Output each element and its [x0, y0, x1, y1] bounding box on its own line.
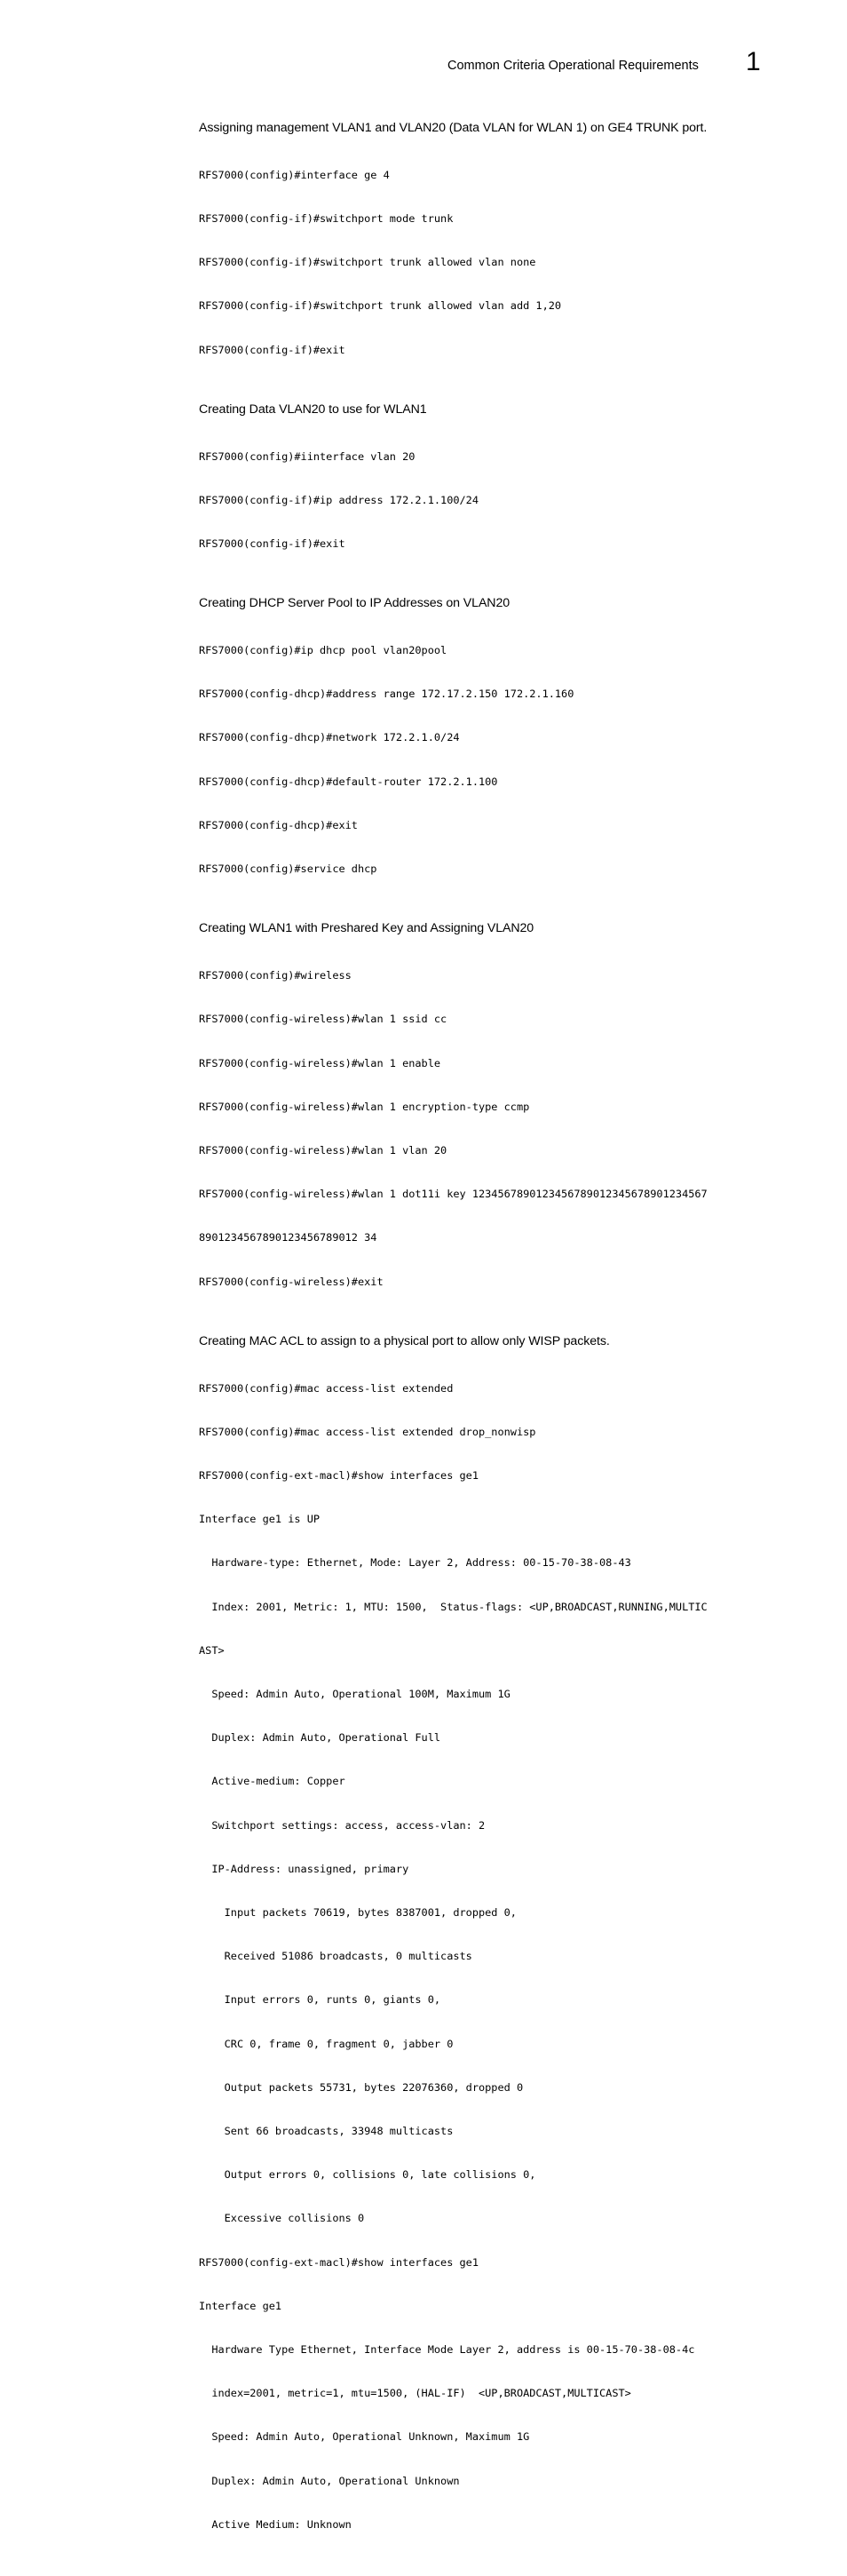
code-line: RFS7000(config-dhcp)#default-router 172.2.1.100 [199, 775, 498, 788]
code-line: Speed: Admin Auto, Operational 100M, Maximum 1G [199, 1687, 511, 1700]
code-line: RFS7000(config)#interface ge 4 [199, 168, 390, 181]
code-line: RFS7000(config-if)#exit [199, 537, 345, 551]
code-line: RFS7000(config-if)#exit [199, 343, 345, 356]
code-line: RFS7000(config)#ip dhcp pool vlan20pool [199, 644, 447, 657]
code-line: Active-medium: Copper [199, 1775, 345, 1788]
code-line: RFS7000(config-dhcp)#address range 172.17.2.150 172.2.1.160 [199, 688, 574, 701]
code-line: Index: 2001, Metric: 1, MTU: 1500, Status-flags: <UP,BROADCAST,RUNNING,MULTIC [199, 1600, 708, 1613]
code-line: Input packets 70619, bytes 8387001, dropped 0, [199, 1905, 517, 1919]
section-wlan [199, 920, 820, 1317]
section-data-vlan [199, 402, 820, 580]
code-line: 8901234567890123456789012 34 [199, 1231, 377, 1244]
code-line: Excessive collisions 0 [199, 2212, 365, 2225]
section-heading: Creating DHCP Server Pool to IP Addresses on VLAN20 [199, 596, 511, 611]
section-mac-acl [199, 1333, 820, 2561]
code-line: Output errors 0, collisions 0, late collisions 0, [199, 2168, 536, 2182]
code-line: RFS7000(config)#wireless [199, 969, 352, 982]
code-line: Hardware Type Ethernet, Interface Mode Layer 2, address is 00-15-70-38-08-4c [199, 2343, 695, 2356]
code-line: RFS7000(config-if)#switchport trunk allowed vlan add 1,20 [199, 299, 562, 313]
code-line: Interface ge1 [199, 2299, 282, 2312]
code-line: Switchport settings: access, access-vlan: 2 [199, 1818, 486, 1832]
code-line: RFS7000(config-wireless)#wlan 1 ssid cc [199, 1013, 447, 1026]
code-line: RFS7000(config-wireless)#wlan 1 encryption-type ccmp [199, 1100, 530, 1113]
section-heading: Creating MAC ACL to assign to a physical port to allow only WISP packets. [199, 1333, 610, 1348]
code-line: RFS7000(config-wireless)#wlan 1 vlan 20 [199, 1143, 447, 1157]
code-line: Active Medium: Unknown [199, 2517, 352, 2531]
section-heading: Creating WLAN1 with Preshared Key and Assigning VLAN20 [199, 921, 534, 936]
code-line: RFS7000(config)#service dhcp [199, 863, 377, 876]
code-line: RFS7000(config-if)#switchport trunk allowed vlan none [199, 256, 536, 269]
code-line: IP-Address: unassigned, primary [199, 1862, 409, 1875]
code-line: Sent 66 broadcasts, 33948 multicasts [199, 2124, 454, 2137]
chapter-number: 1 [746, 47, 761, 76]
code-line: Duplex: Admin Auto, Operational Unknown [199, 2474, 460, 2487]
code-line: Input errors 0, runts 0, giants 0, [199, 1993, 441, 2007]
section-trunk-port [199, 120, 820, 386]
code-line: RFS7000(config-wireless)#wlan 1 dot11i key 1234567890123456789012345678901234567 [199, 1188, 708, 1201]
code-line: RFS7000(config-ext-macl)#show interfaces ge1 [199, 2255, 479, 2269]
code-line: RFS7000(config-dhcp)#network 172.2.1.0/24 [199, 731, 460, 744]
code-line: index=2001, metric=1, mtu=1500, (HAL-IF) <UP,BROADCAST,MULTICAST> [199, 2387, 631, 2400]
code-line: RFS7000(config-if)#switchport mode trunk [199, 212, 454, 226]
code-line: RFS7000(config-if)#ip address 172.2.1.100/24 [199, 493, 479, 506]
code-line: RFS7000(config)#mac access-list extended drop_nonwisp [199, 1425, 536, 1438]
page-header-title: Common Criteria Operational Requirements [447, 59, 699, 73]
code-line: Interface ge1 is UP [199, 1513, 321, 1526]
code-line: Speed: Admin Auto, Operational Unknown, Maximum 1G [199, 2430, 530, 2444]
code-block [199, 939, 820, 1317]
section-dhcp-pool [199, 595, 820, 905]
code-block [199, 139, 820, 386]
code-block [199, 614, 820, 905]
code-line: RFS7000(config)#iinterface vlan 20 [199, 449, 416, 463]
code-line: Output packets 55731, bytes 22076360, dropped 0 [199, 2080, 524, 2094]
code-line: AST> [199, 1643, 225, 1657]
code-line: RFS7000(config-wireless)#exit [199, 1275, 384, 1288]
code-line: RFS7000(config-ext-macl)#show interfaces ge1 [199, 1468, 479, 1482]
code-line: RFS7000(config-dhcp)#exit [199, 818, 358, 831]
code-line: Duplex: Admin Auto, Operational Full [199, 1731, 441, 1745]
code-line: CRC 0, frame 0, fragment 0, jabber 0 [199, 2037, 454, 2050]
code-line: Hardware-type: Ethernet, Mode: Layer 2, Address: 00-15-70-38-08-43 [199, 1556, 631, 1570]
section-heading: Assigning management VLAN1 and VLAN20 (Data VLAN for WLAN 1) on GE4 TRUNK port. [199, 121, 708, 135]
code-line: RFS7000(config-wireless)#wlan 1 enable [199, 1056, 441, 1069]
document-body [199, 120, 820, 2576]
code-block [199, 420, 820, 580]
section-heading: Creating Data VLAN20 to use for WLAN1 [199, 402, 427, 417]
code-line: Received 51086 broadcasts, 0 multicasts [199, 1950, 472, 1963]
code-block [199, 1352, 820, 2561]
code-line: RFS7000(config)#mac access-list extended [199, 1381, 454, 1395]
